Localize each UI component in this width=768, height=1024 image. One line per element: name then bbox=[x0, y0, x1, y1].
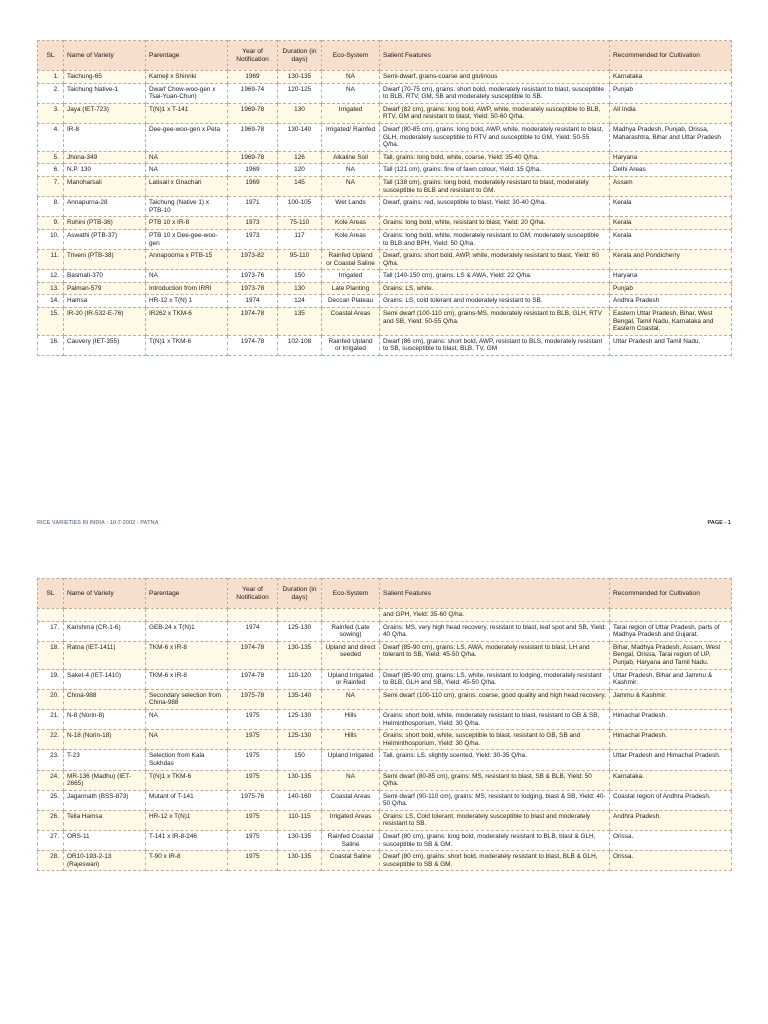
cell-variety-name: Saket-4 (IET-1410) bbox=[64, 669, 146, 689]
table-row bbox=[38, 103, 732, 123]
cell-salient-features: Semi-dwarf, grains-coarse and glutinous bbox=[380, 71, 610, 84]
header-row bbox=[38, 41, 732, 71]
table-row bbox=[38, 669, 732, 689]
cell-eco-system: Irrigated bbox=[322, 270, 380, 283]
table-row bbox=[38, 641, 732, 669]
table-row bbox=[38, 730, 732, 750]
header-year: Year of Notification bbox=[228, 41, 278, 71]
header-features: Salient Features bbox=[380, 579, 610, 609]
cell-eco-system: NA bbox=[322, 689, 380, 709]
header-sl: SL bbox=[38, 41, 64, 71]
cell-salient-features: Grains: long bold, white, moderately resistant to GM, moderately susceptible to BLB and BPH, Yield: 50 Q/ha. bbox=[380, 229, 610, 249]
table-row bbox=[38, 164, 732, 177]
cell-duration: 117 bbox=[278, 229, 322, 249]
table-row bbox=[38, 709, 732, 729]
cell-duration: 124 bbox=[278, 295, 322, 308]
header-duration: Duration (in days) bbox=[278, 579, 322, 609]
cell-sl: 19. bbox=[38, 669, 64, 689]
table-row bbox=[38, 750, 732, 770]
cell-variety-name: Jhona-349 bbox=[64, 151, 146, 164]
cell-eco-system: Coastal Saline bbox=[322, 851, 380, 871]
cell-duration: 145 bbox=[278, 176, 322, 196]
cell-parentage: TKM-6 x IR-8 bbox=[146, 669, 228, 689]
cell-sl: 25. bbox=[38, 790, 64, 810]
cell-parentage: T(N)1 x T-141 bbox=[146, 103, 228, 123]
cell-salient-features: Dwarf, grains: red, susceptible to blast, Yield: 30-40 Q/ha. bbox=[380, 197, 610, 217]
cell-sl: 28. bbox=[38, 851, 64, 871]
table-row bbox=[38, 295, 732, 308]
table-row bbox=[38, 197, 732, 217]
cell-sl: 27. bbox=[38, 831, 64, 851]
cell-variety-name: China-988 bbox=[64, 689, 146, 709]
cell-duration: 125-130 bbox=[278, 709, 322, 729]
cell-recommended: Kerala bbox=[610, 197, 732, 217]
cell-parentage: NA bbox=[146, 730, 228, 750]
header-duration: Duration (in days) bbox=[278, 41, 322, 71]
cell-sl: 26. bbox=[38, 810, 64, 830]
table-row bbox=[38, 71, 732, 84]
table-row bbox=[38, 335, 732, 355]
cell-sl: 20. bbox=[38, 689, 64, 709]
cell-variety-name: T-23 bbox=[64, 750, 146, 770]
cell-year: 1969-78 bbox=[228, 103, 278, 123]
cell-year: 1975 bbox=[228, 770, 278, 790]
cell-variety-name: Taichung Native-1 bbox=[64, 83, 146, 103]
table-row bbox=[38, 229, 732, 249]
cell-salient-features: Tall (140-150 cm), grains: LS & AWA, Yield: 22 Q/ha. bbox=[380, 270, 610, 283]
cell-parentage: Secondary selection from China-988 bbox=[146, 689, 228, 709]
cell-parentage: GEB-24 x T(N)1 bbox=[146, 621, 228, 641]
cell-recommended: Uttar Pradesh and Tamil Nadu. bbox=[610, 335, 732, 355]
cell-sl: 9. bbox=[38, 217, 64, 230]
cell-recommended: Kerala bbox=[610, 217, 732, 230]
cell-eco-system: Wet Lands bbox=[322, 197, 380, 217]
cell-duration: 95-110 bbox=[278, 250, 322, 270]
cell-duration: 130 bbox=[278, 103, 322, 123]
cell-recommended: Karnataka bbox=[610, 71, 732, 84]
table-row bbox=[38, 282, 732, 295]
cell-salient-features: Dwarf (80 cm), grains: short bold, moderately resistant to blast, BLB & GLH, susceptible to SB & GM. bbox=[380, 851, 610, 871]
cell-salient-features: Dwarf (86 cm), grains: short bold, AWP, resistant to BLS, moderately resistant to SB, susceptible to blast, BLB, TV, GM bbox=[380, 335, 610, 355]
cell-eco-system: Hills bbox=[322, 709, 380, 729]
table-row bbox=[38, 810, 732, 830]
cell-recommended: Orissa. bbox=[610, 831, 732, 851]
cell-recommended: Haryana bbox=[610, 151, 732, 164]
header-eco: Eco-System bbox=[322, 41, 380, 71]
cell-duration: 130-135 bbox=[278, 831, 322, 851]
table-body-page-2 bbox=[38, 609, 732, 871]
cell-recommended: All India bbox=[610, 103, 732, 123]
cell-variety-name: Palman-579 bbox=[64, 282, 146, 295]
cell-eco-system: Upland Irrigated or Rainfed bbox=[322, 669, 380, 689]
cell-sl: 13. bbox=[38, 282, 64, 295]
cell-year: 1973-76 bbox=[228, 270, 278, 283]
cell-eco-system: Irrigated Areas bbox=[322, 810, 380, 830]
cell-salient-features: Dwarf (82 cm), grains: long bold, AWP, white, moderately susceptible to BLB, RTV, GM and resistant to blast, Yield: 50-60 Q/ha. bbox=[380, 103, 610, 123]
cell-parentage: Mutant of T-141 bbox=[146, 790, 228, 810]
cell-sl: 22. bbox=[38, 730, 64, 750]
cell-parentage: NA bbox=[146, 270, 228, 283]
cell-salient-features: Dwarf (85-90 cm), grains: LS, white, resistant to lodging, moderately resistant to BLB, GLH and SB, Yield: 45-50 Q/ha. bbox=[380, 669, 610, 689]
cell-sl: 15. bbox=[38, 308, 64, 336]
cell-salient-features: Tall (121 cm), grains: fine of fawn colour, Yield: 15 Q/ha. bbox=[380, 164, 610, 177]
cell-salient-features: Grains: LS, Cold tolerant, moderately susceptible to blast and moderately resistant to SB. bbox=[380, 810, 610, 830]
cell-variety-name: Jaya (IET-723) bbox=[64, 103, 146, 123]
cell-duration: 150 bbox=[278, 270, 322, 283]
cell-sl: 1. bbox=[38, 71, 64, 84]
cell-parentage: Annapoorna x PTB-15 bbox=[146, 250, 228, 270]
table-row bbox=[38, 250, 732, 270]
header-name: Name of Variety bbox=[64, 579, 146, 609]
cell-year: 1974 bbox=[228, 295, 278, 308]
page-1 bbox=[37, 40, 731, 356]
table-row bbox=[38, 790, 732, 810]
header-parentage: Parentage bbox=[146, 41, 228, 71]
cell-recommended: Kerala bbox=[610, 229, 732, 249]
table-row bbox=[38, 689, 732, 709]
cell-duration: 75-110 bbox=[278, 217, 322, 230]
cell-variety-name: Basmati-370 bbox=[64, 270, 146, 283]
cell-eco-system: NA bbox=[322, 83, 380, 103]
cell-eco-system: NA bbox=[322, 71, 380, 84]
cell-parentage: Kamejl x Shinriki bbox=[146, 71, 228, 84]
cell-variety-name: Jagannath (BSS-873) bbox=[64, 790, 146, 810]
cell-recommended: Jammu & Kashmir. bbox=[610, 689, 732, 709]
cell-year: 1973 bbox=[228, 217, 278, 230]
header-year: Year of Notification bbox=[228, 579, 278, 609]
cell-salient-features: Dwarf (70-75 cm), grains: short bold, moderately resistant to blast, susceptible to BLB, RTV, GM, SB and moderately susceptible to SB. bbox=[380, 83, 610, 103]
table-row bbox=[38, 621, 732, 641]
cell-sl: 17. bbox=[38, 621, 64, 641]
cell-salient-features: Semi dwarf (100-110 cm), grains-MS, moderately resistant to BLB, GLH, RTV and SB, Yield: 50-55 Q/ha. bbox=[380, 308, 610, 336]
cell-recommended: Delhi Areas bbox=[610, 164, 732, 177]
cell-salient-features: Dwarf (80 cm), grains: long bold, moderately resistant to BLB, blast & GLH, susceptible to SB & GM. bbox=[380, 831, 610, 851]
continuation-features: and GPH, Yield: 35-60 Q/ha. bbox=[380, 609, 610, 622]
cell-eco-system: Hills bbox=[322, 730, 380, 750]
cell-parentage: Dwarf Chow-woo-gen x Tsai-Yuan-Chun) bbox=[146, 83, 228, 103]
cell-variety-name: Hamsa bbox=[64, 295, 146, 308]
cell-variety-name: Karishma (CR-1-6) bbox=[64, 621, 146, 641]
cell-recommended: Orissa. bbox=[610, 851, 732, 871]
cell-eco-system: Deccan Plateau bbox=[322, 295, 380, 308]
footer-title: RICE VARIETIES IN INDIA : 10-7-2002 : PATNA bbox=[37, 520, 159, 526]
table-row bbox=[38, 851, 732, 871]
cell-year: 1975 bbox=[228, 750, 278, 770]
cell-year: 1974 bbox=[228, 621, 278, 641]
cell-duration: 135 bbox=[278, 308, 322, 336]
cell-salient-features: Dwarf (80-85 cm), grains: long bold, AWP, white, moderately resistant to blast, GLH, moderately susceptible to RTV and susceptible to GM, Yield: 50-55 Q/ha. bbox=[380, 123, 610, 151]
cell-recommended: Uttar Pradesh and Himachal Pradesh. bbox=[610, 750, 732, 770]
cell-year: 1969 bbox=[228, 71, 278, 84]
cell-variety-name: MR-136 (Madhu) (IET-2665) bbox=[64, 770, 146, 790]
cell-sl: 23. bbox=[38, 750, 64, 770]
cell-duration: 126 bbox=[278, 151, 322, 164]
cell-year: 1975 bbox=[228, 831, 278, 851]
cell-parentage: Selection from Kala Sukhdas bbox=[146, 750, 228, 770]
cell-duration: 110-120 bbox=[278, 669, 322, 689]
cell-recommended: Punjab bbox=[610, 83, 732, 103]
cell-parentage: NA bbox=[146, 709, 228, 729]
cell-parentage: T-141 x IR-8-246 bbox=[146, 831, 228, 851]
cell-parentage: HR-12 x T(N)1 bbox=[146, 810, 228, 830]
cell-eco-system: Rainfed Coastal Saline bbox=[322, 831, 380, 851]
cell-salient-features: Tall, grains: LS, slightly scented, Yield: 30-35 Q/ha. bbox=[380, 750, 610, 770]
cell-recommended: Kerala and Pondicherry bbox=[610, 250, 732, 270]
cell-variety-name: IR-20 (IR-532-E-76) bbox=[64, 308, 146, 336]
cell-recommended: Bihar, Madhya Pradesh, Assam, West Bengal, Orissa, Tarai region of UP, Punjab, Haryana and Tamil Nadu. bbox=[610, 641, 732, 669]
cell-parentage: PTB 10 x IR-8 bbox=[146, 217, 228, 230]
header-row bbox=[38, 579, 732, 609]
cell-parentage: T-90 x IR-8 bbox=[146, 851, 228, 871]
cell-recommended: Madhya Pradesh, Punjab, Orissa, Maharashtra, Bihar and Uttar Pradesh bbox=[610, 123, 732, 151]
cell-variety-name: N.P. 130 bbox=[64, 164, 146, 177]
cell-sl: 3. bbox=[38, 103, 64, 123]
cell-year: 1974-78 bbox=[228, 308, 278, 336]
cell-recommended: Karnataka. bbox=[610, 770, 732, 790]
cell-year: 1975 bbox=[228, 810, 278, 830]
cell-eco-system: Kole Areas bbox=[322, 217, 380, 230]
cell-sl: 14. bbox=[38, 295, 64, 308]
cell-duration: 125-130 bbox=[278, 730, 322, 750]
cell-variety-name: Triveni (PTB-38) bbox=[64, 250, 146, 270]
cell-variety-name: Annapurna-28 bbox=[64, 197, 146, 217]
cell-parentage: NA bbox=[146, 151, 228, 164]
cell-recommended: Andhra Pradesh bbox=[610, 295, 732, 308]
cell-salient-features: Grains: short bold, white, susceptible to blast, resistant to GB, SB and Helminthosporium, Yield: 30 Q/ha. bbox=[380, 730, 610, 750]
cell-year: 1971 bbox=[228, 197, 278, 217]
variety-table-page-1 bbox=[37, 40, 732, 356]
cell-year: 1975-78 bbox=[228, 689, 278, 709]
cell-variety-name: N-8 (Norin-8) bbox=[64, 709, 146, 729]
header-recommended: Recommended for Cultivation bbox=[610, 41, 732, 71]
table-row bbox=[38, 151, 732, 164]
cell-variety-name: Manoharsali bbox=[64, 176, 146, 196]
cell-year: 1969 bbox=[228, 164, 278, 177]
cell-variety-name: N-18 (Norin-18) bbox=[64, 730, 146, 750]
cell-salient-features: Semi dwarf (80-85 cm), grains: MS, resistant to blast, SB & BLB, Yield: 50 Q/ha. bbox=[380, 770, 610, 790]
cell-eco-system: Kole Areas bbox=[322, 229, 380, 249]
cell-sl: 11. bbox=[38, 250, 64, 270]
cell-duration: 102-108 bbox=[278, 335, 322, 355]
header-eco: Eco-System bbox=[322, 579, 380, 609]
table-row bbox=[38, 770, 732, 790]
cell-parentage: HR-12 x T(N) 1 bbox=[146, 295, 228, 308]
cell-sl: 5. bbox=[38, 151, 64, 164]
table-row bbox=[38, 176, 732, 196]
cell-salient-features: Tall (138 cm), grains: long bold, moderately resistant to blast, moderately susceptible to BLB and resistant to GM. bbox=[380, 176, 610, 196]
table-row bbox=[38, 831, 732, 851]
cell-sl: 10. bbox=[38, 229, 64, 249]
page-2 bbox=[37, 578, 731, 871]
cell-year: 1974-78 bbox=[228, 335, 278, 355]
cell-eco-system: Upland Irrigated bbox=[322, 750, 380, 770]
cell-salient-features: Grains: long bold, white, resistant to blast, Yield: 20 Q/ha. bbox=[380, 217, 610, 230]
cell-year: 1973 bbox=[228, 229, 278, 249]
cell-recommended: Assam bbox=[610, 176, 732, 196]
cell-year: 1969-78 bbox=[228, 123, 278, 151]
cell-sl: 21. bbox=[38, 709, 64, 729]
cell-variety-name: IR-8 bbox=[64, 123, 146, 151]
cell-salient-features: Grains: LS, white. bbox=[380, 282, 610, 295]
cell-eco-system: NA bbox=[322, 176, 380, 196]
table-row bbox=[38, 123, 732, 151]
cell-duration: 135-140 bbox=[278, 689, 322, 709]
cell-eco-system: NA bbox=[322, 770, 380, 790]
cell-salient-features: Tall, grains: long bold, white, coarse, Yield: 35-40 Q/ha. bbox=[380, 151, 610, 164]
table-body-page-1 bbox=[38, 71, 732, 356]
cell-variety-name: OR10-193-2-13 (Rajeswari) bbox=[64, 851, 146, 871]
table-row bbox=[38, 217, 732, 230]
cell-duration: 130-135 bbox=[278, 641, 322, 669]
cell-variety-name: ORS-11 bbox=[64, 831, 146, 851]
cell-salient-features: Dwarf (85-90 cm), grains: LS, AWA, moderately resistant to blast, LH and tolerant to SB, Yield: 45-50 Q/ha. bbox=[380, 641, 610, 669]
cell-year: 1974-78 bbox=[228, 669, 278, 689]
cell-recommended: Himachal Pradesh. bbox=[610, 730, 732, 750]
cell-recommended: Punjab bbox=[610, 282, 732, 295]
cell-sl: 8. bbox=[38, 197, 64, 217]
page-footer bbox=[37, 520, 731, 526]
cell-eco-system: Rainfed Upland or Coastal Saline bbox=[322, 250, 380, 270]
cell-eco-system: Coastal Areas bbox=[322, 790, 380, 810]
cell-recommended: Uttar Pradesh, Bihar and Jammu & Kashmir. bbox=[610, 669, 732, 689]
cell-year: 1969-74 bbox=[228, 83, 278, 103]
cell-variety-name: Rohini (PTB-36) bbox=[64, 217, 146, 230]
table-row bbox=[38, 270, 732, 283]
cell-eco-system: Late Planting bbox=[322, 282, 380, 295]
cell-sl: 6. bbox=[38, 164, 64, 177]
cell-recommended: Himachal Pradesh. bbox=[610, 709, 732, 729]
cell-year: 1973-78 bbox=[228, 282, 278, 295]
cell-sl: 12. bbox=[38, 270, 64, 283]
cell-duration: 120-125 bbox=[278, 83, 322, 103]
table-row bbox=[38, 83, 732, 103]
cell-year: 1975 bbox=[228, 730, 278, 750]
cell-duration: 150 bbox=[278, 750, 322, 770]
cell-duration: 130-140 bbox=[278, 123, 322, 151]
cell-eco-system: Irrigated/ Rainfed bbox=[322, 123, 380, 151]
cell-salient-features: Dwarf, grains: short bold, AWP, white, moderately resistant to blast, Yield: 60 Q/ha. bbox=[380, 250, 610, 270]
cell-salient-features: Semi dwarf (100-110 cm), grains: coarse, good quality and high head recovery. bbox=[380, 689, 610, 709]
cell-year: 1975 bbox=[228, 851, 278, 871]
cell-parentage: Dee-gee-woo-gen x Peta bbox=[146, 123, 228, 151]
cell-recommended: Haryana bbox=[610, 270, 732, 283]
table-row bbox=[38, 308, 732, 336]
cell-eco-system: Upland and direct seeded bbox=[322, 641, 380, 669]
cell-year: 1973-82 bbox=[228, 250, 278, 270]
header-name: Name of Variety bbox=[64, 41, 146, 71]
cell-duration: 120 bbox=[278, 164, 322, 177]
cell-parentage: NA bbox=[146, 164, 228, 177]
cell-sl: 4. bbox=[38, 123, 64, 151]
header-recommended: Recommended for Cultivation bbox=[610, 579, 732, 609]
cell-year: 1975 bbox=[228, 709, 278, 729]
cell-eco-system: Rainfed Upland or Irrigated bbox=[322, 335, 380, 355]
cell-duration: 130-135 bbox=[278, 851, 322, 871]
cell-duration: 130 bbox=[278, 282, 322, 295]
cell-parentage: Taichung (Native 1) x PTB-10 bbox=[146, 197, 228, 217]
cell-year: 1969 bbox=[228, 176, 278, 196]
cell-year: 1975-76 bbox=[228, 790, 278, 810]
cell-duration: 100-105 bbox=[278, 197, 322, 217]
cell-sl: 2. bbox=[38, 83, 64, 103]
cell-parentage: PTB 10 x Dee-gee-woo-gen bbox=[146, 229, 228, 249]
page-number: PAGE - 1 bbox=[707, 520, 731, 526]
header-parentage: Parentage bbox=[146, 579, 228, 609]
cell-recommended: Tarai region of Uttar Pradesh, parts of Madhya Pradesh and Gujarat. bbox=[610, 621, 732, 641]
cell-eco-system: Alkaline Soil bbox=[322, 151, 380, 164]
cell-variety-name: Tella Hamsa bbox=[64, 810, 146, 830]
cell-variety-name: Aswathi (PTB-37) bbox=[64, 229, 146, 249]
cell-eco-system: NA bbox=[322, 164, 380, 177]
continuation-row bbox=[38, 609, 732, 622]
cell-parentage: TKM-6 x IR-8 bbox=[146, 641, 228, 669]
cell-duration: 125-130 bbox=[278, 621, 322, 641]
cell-salient-features: Grains: LS, cold tolerant and moderately resistant to SB. bbox=[380, 295, 610, 308]
cell-sl: 18. bbox=[38, 641, 64, 669]
cell-recommended: Eastern Uttar Pradesh, Bihar, West Bengal, Tamil Nadu, Karnataka and Eastern Coastal. bbox=[610, 308, 732, 336]
cell-parentage: Introduction from IRRI bbox=[146, 282, 228, 295]
variety-table-page-2 bbox=[37, 578, 732, 871]
cell-parentage: IR262 x TKM-6 bbox=[146, 308, 228, 336]
cell-duration: 140-160 bbox=[278, 790, 322, 810]
cell-duration: 130-135 bbox=[278, 770, 322, 790]
cell-recommended: Coastal region of Andhra Pradesh. bbox=[610, 790, 732, 810]
cell-duration: 130-135 bbox=[278, 71, 322, 84]
cell-variety-name: Taichung-65 bbox=[64, 71, 146, 84]
cell-eco-system: Rainfed (Late sowing) bbox=[322, 621, 380, 641]
cell-variety-name: Cauvery (IET-355) bbox=[64, 335, 146, 355]
cell-parentage: T(N)1 x TKM-6 bbox=[146, 335, 228, 355]
cell-year: 1974-78 bbox=[228, 641, 278, 669]
cell-recommended: Andhra Pradesh. bbox=[610, 810, 732, 830]
header-features: Salient Features bbox=[380, 41, 610, 71]
cell-salient-features: Semi dwarf (90-110 cm), grains: MS, resistant to lodging, blast & SB, Yield: 40-50 Q/ha. bbox=[380, 790, 610, 810]
cell-year: 1969-78 bbox=[228, 151, 278, 164]
cell-duration: 110-115 bbox=[278, 810, 322, 830]
cell-sl: 16. bbox=[38, 335, 64, 355]
cell-sl: 7. bbox=[38, 176, 64, 196]
cell-variety-name: Ratna (IET-1411) bbox=[64, 641, 146, 669]
cell-sl: 24. bbox=[38, 770, 64, 790]
cell-parentage: T(N)1 x TKM-6 bbox=[146, 770, 228, 790]
cell-salient-features: Grains: short bold, white, moderately resistant to blast, resistant to GB & SB, Helminthosporium, Yield: 30 Q/ha. bbox=[380, 709, 610, 729]
cell-eco-system: Irrigated bbox=[322, 103, 380, 123]
cell-salient-features: Grains: MS, very high head recovery, resistant to blast, leaf spot and SB, Yield: 40 Q/ha. bbox=[380, 621, 610, 641]
cell-parentage: Latisail x Gnachari bbox=[146, 176, 228, 196]
header-sl: SL bbox=[38, 579, 64, 609]
cell-eco-system: Coastal Areas bbox=[322, 308, 380, 336]
